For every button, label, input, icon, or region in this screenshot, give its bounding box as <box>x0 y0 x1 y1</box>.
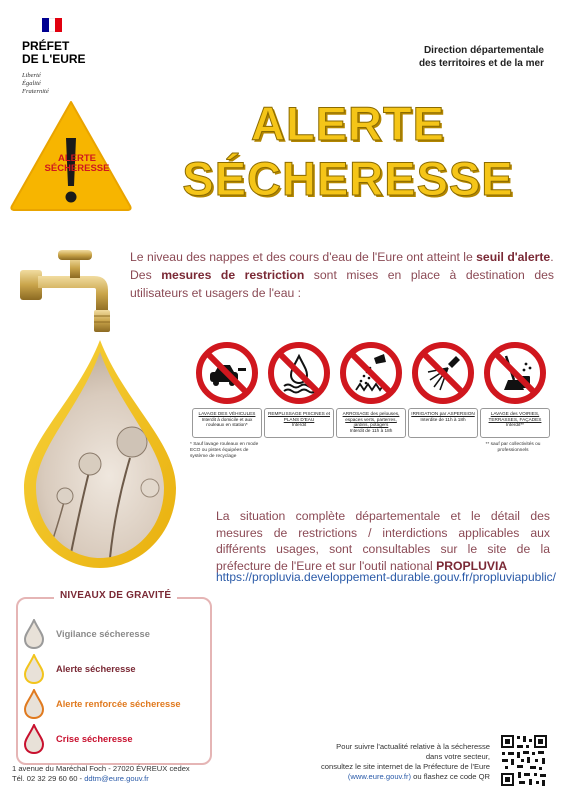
restriction-street-wash: LAVAGE des VOIRIES, TERRASSES, FAÇADES Interdit** <box>480 408 550 438</box>
qr-code-icon[interactable] <box>499 733 549 788</box>
vigilance-drop-icon <box>22 619 46 649</box>
car-wash-icon <box>196 342 258 404</box>
level-crise <box>22 723 133 755</box>
water-drop-photo <box>10 338 190 568</box>
address-line: 1 avenue du Maréchal Foch - 27020 ÉVREUX cedex <box>12 764 190 773</box>
footer-address <box>12 764 190 784</box>
direction-line1: Direction départementale <box>423 45 544 56</box>
alert-threshold: seuil d'alerte <box>476 250 551 264</box>
triangle-label <box>40 154 114 174</box>
level-vigilance <box>22 618 150 650</box>
restriction-measures: mesures de restriction <box>161 268 305 282</box>
propluvia-label: PROPLUVIA <box>436 558 508 573</box>
street-wash-note: ** sauf par collectivités ou professionnels <box>485 442 541 453</box>
prefecture-website-link[interactable]: (www.eure.gouv.fr) <box>347 772 412 781</box>
triangle-label-line2: SÉCHERESSE <box>44 163 110 174</box>
title-line2: SÉCHERESSE <box>182 152 514 205</box>
severity-levels-title: NIVEAUX DE GRAVITÉ <box>54 590 177 601</box>
motto-liberte: Liberté <box>22 72 41 79</box>
level-label: Alerte renforcée sécheresse <box>56 699 181 709</box>
level-alerte <box>22 653 136 685</box>
level-label: Vigilance sécheresse <box>56 629 150 639</box>
propluvia-link[interactable]: https://propluvia.developpement-durable.gouv.fr/propluviapublic/ <box>216 570 556 584</box>
level-alerte-renforcee <box>22 688 181 720</box>
intro-paragraph-1: Le niveau des nappes et des cours d'eau de l'Eure ont atteint le seuil d'alerte. <box>130 250 554 264</box>
email-link[interactable]: ddtm@eure.gouv.fr <box>84 774 149 783</box>
restriction-car-wash: LAVAGE DES VÉHICULES Interdit à domicile et aux rouleaux en station* <box>192 408 262 438</box>
restriction-irrigation: IRRIGATION par ASPERSION Interdite de 11h à 18h <box>408 408 478 438</box>
pool-icon <box>268 342 330 404</box>
severity-levels <box>16 590 212 760</box>
motto-egalite: Égalité <box>22 80 41 87</box>
watering-icon <box>340 342 402 404</box>
marianne-flag <box>42 18 62 32</box>
intro-text <box>130 248 554 302</box>
car-wash-note: * Sauf lavage rouleaux en mode ECO ou pistes équipées de système de recyclage <box>190 442 259 459</box>
sprinkler-icon <box>412 342 474 404</box>
page-title <box>160 96 536 206</box>
situation-text: La situation complète départementale et le détail des mesures de restrictions / interdictions applicables aux différents usages, sont consultables sur le site de la préfecture de l'Eure et sur l'outil national PROPLUVIA <box>216 509 550 573</box>
contact-line: Tél. 02 32 29 60 60 - ddtm@eure.gouv.fr <box>12 774 149 783</box>
water-tap-icon <box>20 232 130 342</box>
prefet-line2: DE L'EURE <box>22 52 86 66</box>
crise-drop-icon <box>22 724 46 754</box>
restriction-watering: ARROSAGE des pelouses, espaces verts, parterres, jardins, potagers Interdit de 11h à 18h <box>336 408 406 438</box>
restriction-pool: REMPLISSAGE PISCINES et PLANS D'EAU Interdit <box>264 408 334 438</box>
title-line1: ALERTE <box>251 97 445 150</box>
prefet-line1: PRÉFET <box>22 39 70 53</box>
alerte-drop-icon <box>22 654 46 684</box>
intro-paragraph-2: Des mesures de restriction sont mises en place à destination des utilisateurs et usagers de l'eau : <box>130 268 554 300</box>
triangle-label-line1: ALERTE <box>58 153 96 164</box>
level-label: Alerte sécheresse <box>56 664 136 674</box>
direction-line2: des territoires et de la mer <box>418 58 544 69</box>
republic-motto <box>22 72 49 96</box>
level-label: Crise sécheresse <box>56 734 133 744</box>
prefet-logo <box>22 40 86 66</box>
direction-name <box>419 44 544 70</box>
motto-fraternite: Fraternité <box>22 88 49 95</box>
footer-info: Pour suivre l'actualité relative à la sécheresse dans votre secteur, consultez le site internet de la Préfecture de l'Eure (www.eure.gouv.fr) ou flashez ce code QR <box>320 742 490 781</box>
alerte-renforcee-drop-icon <box>22 689 46 719</box>
broom-icon <box>484 342 546 404</box>
